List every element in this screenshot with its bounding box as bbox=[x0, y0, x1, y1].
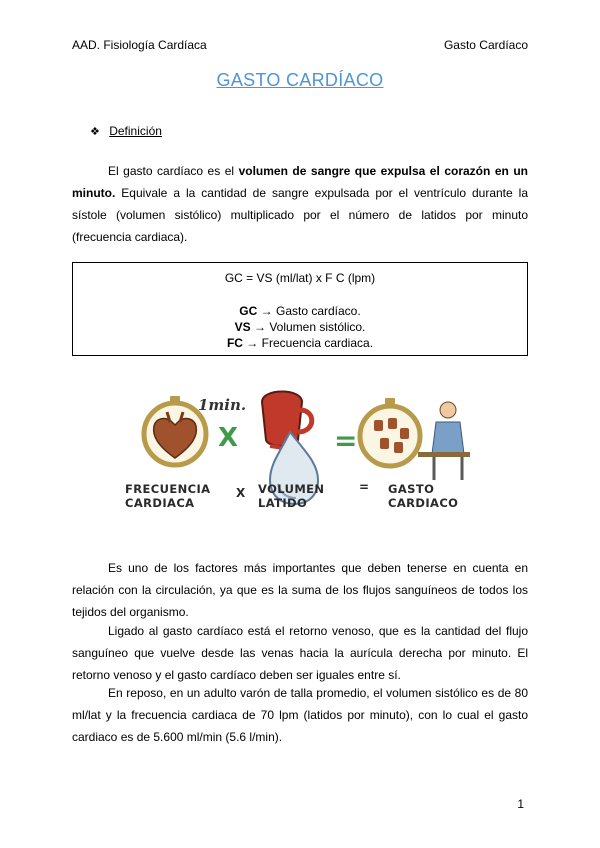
caption-heart-rate-line1: FRECUENCIA bbox=[125, 482, 211, 496]
section-heading bbox=[90, 124, 162, 138]
definition-bold: volumen de sangre que expulsa el corazón en un minuto. bbox=[72, 164, 528, 200]
caption-output-line2: CARDIACO bbox=[388, 496, 459, 510]
legend-gc-arrow: → bbox=[260, 304, 273, 318]
paragraph-resting-values-text: En reposo, en un adulto varón de talla promedio, el volumen sistólico es de 80 ml/lat y la frecuencia cardiaca de 70 lpm (latidos por minuto), con lo cual el gasto cardiaco es de 5.600 ml/min (5.6 l/min). bbox=[72, 686, 528, 744]
paragraph-importance bbox=[72, 557, 528, 623]
times-sign: X bbox=[218, 423, 239, 453]
formula-equation: GC = VS (ml/lat) x F C (lpm) bbox=[224, 271, 376, 285]
legend-fc-arrow: → bbox=[246, 336, 259, 350]
paragraph-resting-values bbox=[72, 682, 528, 748]
stopwatch-heart-icon bbox=[144, 396, 206, 465]
legend-vs bbox=[73, 320, 527, 334]
caption-times: X bbox=[236, 486, 246, 500]
paragraph-importance-text: Es uno de los factores más importantes que deben tenerse en cuenta en relación con la circulación, ya que es la suma de los flujos sanguíneos de todos los tejidos del organismo. bbox=[72, 561, 528, 619]
equals-sign: = bbox=[334, 424, 358, 457]
caption-equals: = bbox=[359, 480, 370, 494]
stopwatch-cups-icon bbox=[360, 398, 420, 466]
legend-vs-abbr: VS bbox=[234, 320, 251, 334]
legend-vs-arrow: → bbox=[253, 320, 266, 334]
definition-intro: El gasto cardíaco es el bbox=[108, 164, 239, 178]
caption-volume-line1: VOLUMEN bbox=[258, 482, 325, 496]
section-label: Definición bbox=[109, 124, 162, 138]
caption-volume bbox=[258, 482, 324, 510]
caption-heart-rate bbox=[125, 482, 210, 510]
legend-gc-abbr: GC bbox=[239, 304, 258, 318]
caption-output bbox=[388, 482, 458, 510]
header-left: AAD. Fisiología Cardíaca bbox=[72, 38, 207, 52]
legend-gc bbox=[73, 304, 527, 318]
legend-gc-text: Gasto cardíaco. bbox=[275, 304, 361, 318]
page-number: 1 bbox=[517, 797, 524, 811]
caption-output-line1: GASTO bbox=[388, 482, 435, 496]
clock-label: 1min. bbox=[198, 396, 247, 414]
legend-vs-text: Volumen sistólico. bbox=[269, 320, 366, 334]
legend-fc-text: Frecuencia cardiaca. bbox=[261, 336, 374, 350]
formula-box bbox=[72, 262, 528, 356]
legend-fc bbox=[73, 336, 527, 350]
legend-fc-abbr: FC bbox=[226, 336, 243, 350]
diamond-bullet-icon: ❖ bbox=[90, 126, 100, 138]
paragraph-venous-return bbox=[72, 620, 528, 686]
caption-volume-line2: LATIDO bbox=[258, 496, 308, 510]
paragraph-venous-return-text: Ligado al gasto cardíaco está el retorno venoso, que es la cantidad del flujo sanguíneo que vuelve desde las venas hacia la aurícula derecha por minuto. El retorno venoso y el gasto cardíaco deben ser iguales entre sí. bbox=[72, 624, 528, 682]
header-right: Gasto Cardíaco bbox=[443, 38, 528, 52]
page-title: GASTO CARDÍACO bbox=[216, 70, 384, 90]
person-icon bbox=[418, 402, 470, 480]
definition-rest: Equivale a la cantidad de sangre expulsada por el ventrículo durante la sístole (volumen sistólico) multiplicado por el número de latidos por minuto (frecuencia cardiaca). bbox=[72, 186, 528, 244]
caption-heart-rate-line2: CARDIACA bbox=[125, 496, 195, 510]
definition-paragraph bbox=[72, 160, 528, 248]
